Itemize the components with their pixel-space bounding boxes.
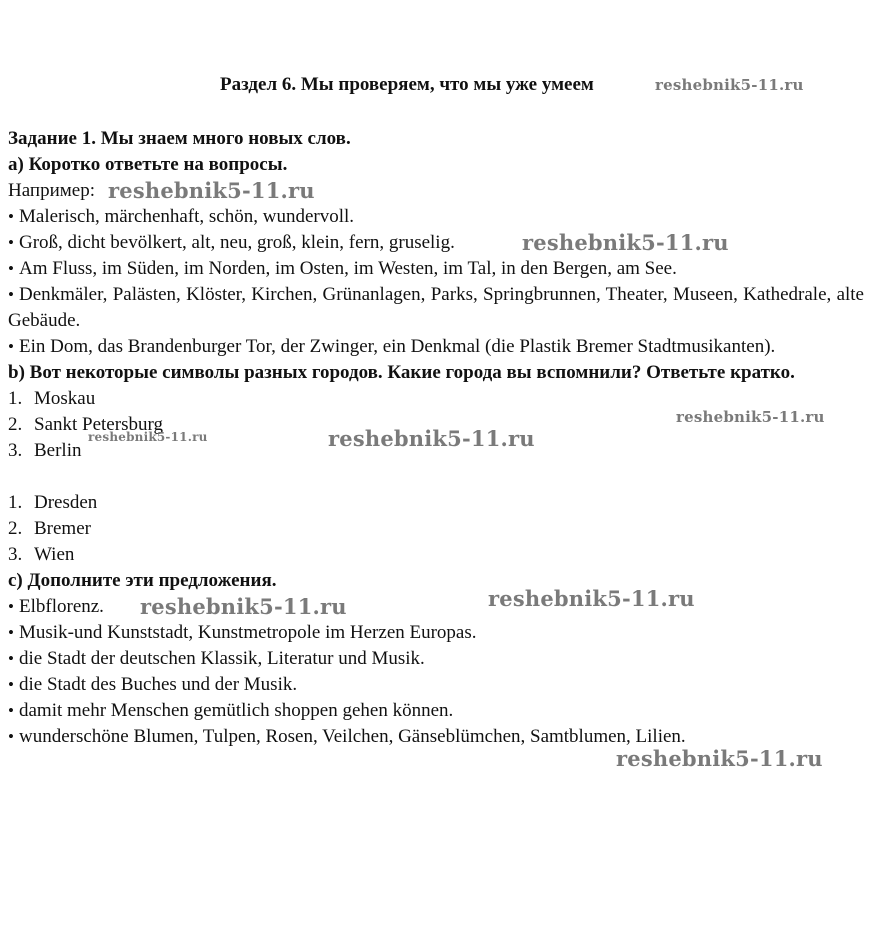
list-item: • Am Fluss, im Süden, im Norden, im Osten, im Westen, im Tal, in den Bergen, am See. bbox=[8, 256, 864, 282]
watermark: reshebnik5-11.ru bbox=[676, 408, 825, 426]
list-item bbox=[8, 542, 864, 568]
list-item: • Elbflorenz. bbox=[8, 594, 864, 620]
watermark: reshebnik5-11.ru bbox=[88, 430, 208, 444]
task-heading-text: Мы знаем много новых слов. bbox=[95, 128, 351, 149]
item-number: 1. bbox=[8, 492, 23, 513]
watermark: reshebnik5-11.ru bbox=[108, 178, 315, 203]
item-number: 1. bbox=[8, 388, 23, 409]
item-number: 2. bbox=[8, 414, 23, 435]
part-a-heading: а) Коротко ответьте на вопросы. bbox=[8, 154, 288, 175]
list-item: • die Stadt der deutschen Klassik, Literatur und Musik. bbox=[8, 646, 864, 672]
watermark: reshebnik5-11.ru bbox=[488, 586, 695, 611]
list-item: • die Stadt des Buches und der Musik. bbox=[8, 672, 864, 698]
item-text: Bremer bbox=[34, 518, 91, 539]
watermark: reshebnik5-11.ru bbox=[328, 426, 535, 451]
item-text: Dresden bbox=[34, 492, 98, 513]
watermark: reshebnik5-11.ru bbox=[140, 594, 347, 619]
example-label: Например: bbox=[8, 180, 95, 201]
list-item: • Denkmäler, Palästen, Klöster, Kirchen, Grünanlagen, Parks, Springbrunnen, Theater, Museen, Kathedrale, alte Gebäude. bbox=[8, 282, 864, 334]
spacer bbox=[8, 464, 864, 490]
list-item: • wunderschöne Blumen, Tulpen, Rosen, Veilchen, Gänseblümchen, Samtblumen, Lilien. bbox=[8, 724, 864, 750]
watermark: reshebnik5-11.ru bbox=[522, 230, 729, 255]
list-item: • Ein Dom, das Brandenburger Tor, der Zwinger, ein Denkmal (die Plastik Bremer Stadtmusikanten). bbox=[8, 334, 864, 360]
watermark: reshebnik5-11.ru bbox=[655, 76, 804, 94]
list-item: • Musik-und Kunststadt, Kunstmetropole im Herzen Europas. bbox=[8, 620, 864, 646]
list-item: • Malerisch, märchenhaft, schön, wundervoll. bbox=[8, 204, 864, 230]
list-item bbox=[8, 516, 864, 542]
task-heading-prefix: Задание 1. bbox=[8, 128, 96, 149]
item-text: Wien bbox=[34, 544, 75, 565]
page-title: Раздел 6. Мы проверяем, что мы уже умеем bbox=[220, 74, 594, 95]
item-text: Berlin bbox=[34, 440, 82, 461]
list-item: • Groß, dicht bevölkert, alt, neu, groß, klein, fern, gruselig. bbox=[8, 230, 864, 256]
item-number: 3. bbox=[8, 544, 23, 565]
task-heading bbox=[8, 126, 864, 152]
part-b-heading: b) Вот некоторые символы разных городов. Какие города вы вспомнили? Ответьте кратко. bbox=[8, 362, 795, 383]
item-number: 2. bbox=[8, 518, 23, 539]
item-text: Sankt Petersburg bbox=[34, 414, 163, 435]
item-number: 3. bbox=[8, 440, 23, 461]
list-item bbox=[8, 490, 864, 516]
item-text: Moskau bbox=[34, 388, 96, 409]
part-c-heading: c) Дополните эти предложения. bbox=[8, 570, 277, 591]
watermark: reshebnik5-11.ru bbox=[616, 746, 823, 771]
list-item: • damit mehr Menschen gemütlich shoppen gehen können. bbox=[8, 698, 864, 724]
